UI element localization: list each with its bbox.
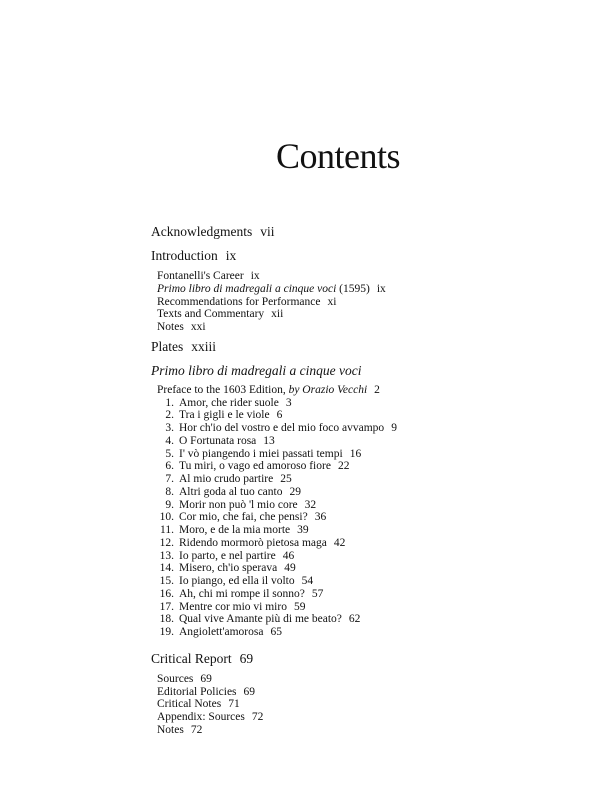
piece-page: 36 bbox=[314, 511, 327, 524]
list-item bbox=[151, 588, 571, 601]
toc-subentry bbox=[151, 673, 571, 686]
preface-label: Preface to the 1603 Edition, bbox=[157, 383, 286, 396]
toc-subentry-page: 69 bbox=[243, 685, 256, 698]
toc-entry-introduction bbox=[151, 248, 571, 264]
introduction-subentries bbox=[151, 270, 571, 334]
piece-title: Qual vive Amante più di me beato? bbox=[179, 613, 342, 626]
toc-subentry bbox=[151, 296, 571, 309]
piece-number: 8. bbox=[165, 485, 174, 498]
piece-number: 11. bbox=[160, 524, 174, 536]
toc-subentry-page: xxi bbox=[190, 321, 206, 333]
toc-subentry-page: ix bbox=[376, 282, 386, 295]
list-item bbox=[151, 486, 571, 499]
piece-number: 7. bbox=[165, 473, 174, 485]
primo-libro-subentries bbox=[151, 384, 571, 639]
piece-number: 4. bbox=[165, 434, 174, 447]
piece-number: 13. bbox=[159, 549, 174, 562]
toc-subentry-page: xi bbox=[327, 295, 337, 308]
toc-subentry-label: Sources bbox=[157, 672, 194, 685]
piece-page: 46 bbox=[282, 549, 295, 562]
piece-page: 49 bbox=[284, 562, 296, 575]
piece-title: Hor ch'io del vostro e del mio foco avvampo bbox=[179, 422, 385, 434]
piece-page: 16 bbox=[349, 447, 362, 460]
toc-entry-page: vii bbox=[260, 224, 275, 239]
piece-title: Io piango, ed ella il volto bbox=[179, 575, 295, 587]
toc-entry-critical-report bbox=[151, 651, 571, 667]
toc-subentry-page: 69 bbox=[200, 672, 212, 685]
toc-subentry bbox=[151, 686, 571, 699]
piece-page: 29 bbox=[289, 485, 301, 498]
list-item bbox=[151, 524, 571, 537]
toc-subentry-page: 71 bbox=[228, 698, 240, 711]
piece-title: Altri goda al tuo canto bbox=[179, 485, 283, 498]
piece-title: Cor mio, che fai, che pensi? bbox=[179, 511, 308, 524]
piece-title: O Fortunata rosa bbox=[179, 434, 257, 447]
piece-title: Io parto, e nel partire bbox=[179, 549, 276, 562]
piece-title: Tra i gigli e le viole bbox=[179, 409, 270, 422]
piece-number: 16. bbox=[159, 587, 174, 600]
piece-number: 10. bbox=[159, 511, 174, 524]
toc-entry-page: xxiii bbox=[191, 338, 217, 354]
list-item bbox=[151, 473, 571, 486]
toc-subentry-label: Critical Notes bbox=[157, 698, 222, 711]
piece-page: 32 bbox=[304, 498, 317, 511]
piece-page: 62 bbox=[348, 613, 361, 626]
list-item bbox=[151, 460, 571, 473]
toc-subentry-label: Editorial Policies bbox=[157, 685, 237, 698]
piece-number: 19. bbox=[159, 626, 174, 638]
list-item bbox=[151, 575, 571, 588]
piece-number: 15. bbox=[159, 575, 174, 587]
toc-subentry-preface bbox=[151, 384, 571, 397]
toc-subentry-page: ix bbox=[250, 270, 260, 282]
piece-page: 54 bbox=[301, 575, 314, 587]
preface-author: by Orazio Vecchi bbox=[288, 383, 368, 396]
toc-subentry bbox=[151, 711, 571, 724]
piece-page: 65 bbox=[270, 626, 282, 638]
piece-page: 22 bbox=[337, 460, 350, 473]
list-item bbox=[151, 448, 571, 461]
toc-subentry-label: Fontanelli's Career bbox=[157, 270, 244, 282]
toc-subentry-label-italic: Primo libro di madregali a cinque voci bbox=[157, 282, 337, 295]
toc-entry-label: Acknowledgments bbox=[151, 224, 253, 239]
toc-subentry-label: Appendix: Sources bbox=[157, 711, 245, 723]
list-item bbox=[151, 422, 571, 435]
toc-subentry bbox=[151, 321, 571, 334]
piece-page: 42 bbox=[333, 536, 346, 549]
toc-entry-label: Introduction bbox=[151, 248, 218, 263]
list-item bbox=[151, 435, 571, 448]
piece-title: I' vò piangendo i miei passati tempi bbox=[179, 447, 343, 460]
piece-number: 2. bbox=[165, 409, 174, 422]
piece-list bbox=[151, 397, 571, 639]
toc-subentry-label-suffix: (1595) bbox=[339, 282, 370, 295]
piece-title: Ridendo mormorò pietosa maga bbox=[179, 536, 327, 549]
list-item bbox=[151, 613, 571, 626]
piece-title: Tu miri, o vago ed amoroso fiore bbox=[179, 460, 331, 473]
toc-subentry bbox=[151, 724, 571, 737]
toc-subentry-page: 72 bbox=[251, 711, 264, 723]
piece-page: 25 bbox=[280, 473, 292, 485]
toc-entry-page: 69 bbox=[239, 650, 254, 666]
piece-page: 3 bbox=[285, 396, 292, 409]
toc-entry-acknowledgments bbox=[151, 224, 571, 240]
piece-page: 13 bbox=[263, 434, 275, 447]
piece-page: 39 bbox=[297, 524, 309, 536]
table-of-contents bbox=[151, 224, 571, 737]
list-item bbox=[151, 550, 571, 563]
piece-title: Mentre cor mio vi miro bbox=[179, 600, 287, 613]
piece-number: 1. bbox=[165, 396, 174, 409]
toc-subentry bbox=[151, 698, 571, 711]
toc-subentry bbox=[151, 308, 571, 321]
toc-entry-label: Critical Report bbox=[151, 650, 232, 666]
piece-page: 59 bbox=[293, 600, 306, 613]
list-item bbox=[151, 601, 571, 614]
list-item bbox=[151, 537, 571, 550]
toc-subentry-label: Texts and Commentary bbox=[157, 308, 265, 321]
critical-report-subentries bbox=[151, 673, 571, 737]
piece-number: 3. bbox=[165, 422, 174, 434]
list-item bbox=[151, 511, 571, 524]
toc-entry-label: Plates bbox=[151, 338, 184, 354]
piece-title: Morir non può 'l mio core bbox=[179, 498, 298, 511]
piece-title: Moro, e de la mia morte bbox=[179, 524, 291, 536]
list-item bbox=[151, 626, 571, 639]
piece-number: 12. bbox=[159, 536, 174, 549]
piece-title: Misero, ch'io sperava bbox=[179, 562, 278, 575]
toc-subentry-page: 2 bbox=[374, 383, 380, 396]
piece-number: 18. bbox=[159, 613, 174, 626]
piece-number: 6. bbox=[165, 460, 174, 473]
list-item bbox=[151, 562, 571, 575]
toc-section-heading-primo-libro: Primo libro di madregali a cinque voci bbox=[151, 362, 362, 378]
piece-title: Angiolett'amorosa bbox=[179, 626, 264, 638]
toc-subentry-label: Recommendations for Performance bbox=[157, 295, 321, 308]
list-item bbox=[151, 397, 571, 410]
toc-subentry-label: Notes bbox=[157, 321, 184, 333]
piece-number: 9. bbox=[165, 498, 174, 511]
piece-title: Al mio crudo partire bbox=[179, 473, 274, 485]
piece-number: 14. bbox=[159, 562, 174, 575]
toc-subentry-page: xii bbox=[271, 308, 284, 321]
list-item bbox=[151, 409, 571, 422]
piece-number: 5. bbox=[165, 447, 174, 460]
piece-page: 6 bbox=[276, 409, 283, 422]
piece-page: 57 bbox=[311, 587, 324, 600]
piece-title: Amor, che rider suole bbox=[179, 396, 279, 409]
toc-subentry-label: Notes bbox=[157, 723, 184, 736]
list-item bbox=[151, 499, 571, 512]
toc-subentry bbox=[151, 270, 571, 283]
page-title: Contents bbox=[276, 136, 401, 176]
toc-entry-plates bbox=[151, 339, 571, 355]
piece-title: Ah, chi mi rompe il sonno? bbox=[179, 587, 305, 600]
piece-page: 9 bbox=[391, 422, 397, 434]
piece-number: 17. bbox=[159, 600, 174, 613]
toc-subentry-page: 72 bbox=[190, 723, 203, 736]
toc-entry-page: ix bbox=[225, 248, 237, 263]
toc-subentry bbox=[151, 283, 571, 296]
